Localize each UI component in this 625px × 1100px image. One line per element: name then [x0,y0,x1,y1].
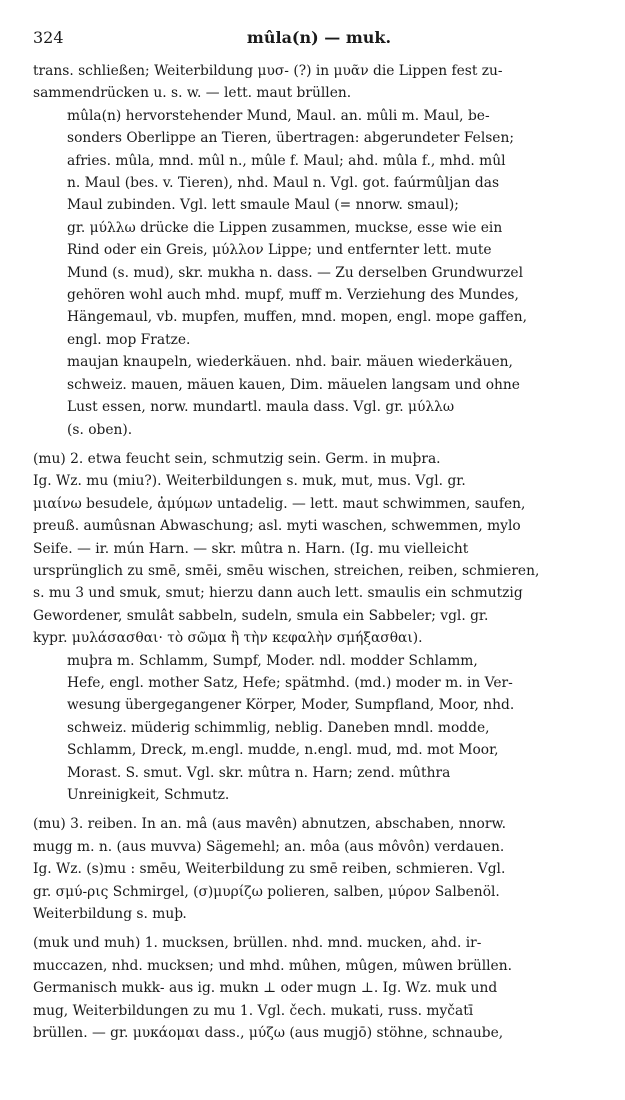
text-line: Morast. S. smut. Vgl. skr. mûtra n. Harn; zend. mûthra [67,764,451,781]
text-line: gr. σμύ-ρις Schmirgel, (σ)μυρίζω polieren, salben, μύρον Salbenöl. [33,883,500,900]
text-line: preuß. aumûsnan Abwaschung; asl. myti waschen, schwemmen, mylo [33,518,521,535]
text-line: gehören wohl auch mhd. mupf, muff m. Verziehung des Mundes, [67,287,519,304]
page-header [33,0,605,60]
text-line: Maul zubinden. Vgl. lett smaule Maul (= nnorw. smaul); [67,197,459,214]
text-line: sammendrücken u. s. w. — lett. maut brüllen. [33,85,352,102]
page-number: 324 [33,28,64,47]
entry-maujan [33,351,605,441]
text-line: Hefe, engl. mother Satz, Hefe; spätmhd. (md.) moder m. in Ver- [67,674,513,691]
text-line: wesung übergegangener Körper, Moder, Sumpfland, Moor, nhd. [67,697,515,714]
text-line: Rind oder ein Greis, μύλλον Lippe; und entfernter lett. mute [67,242,492,259]
text-line: (mu) 2. etwa feucht sein, schmutzig sein. Germ. in muþra. [33,450,441,467]
text-line: Ig. Wz. mu (miu?). Weiterbildungen s. muk, mut, mus. Vgl. gr. [33,473,466,490]
text-line: schweiz. mauen, mäuen kauen, Dim. mäuelen langsam und ohne [67,376,520,393]
text-line: Hängemaul, vb. mupfen, muffen, mnd. mopen, engl. mope gaffen, [67,309,527,326]
text-line: ursprünglich zu smē, smēi, smēu wischen, streichen, reiben, schmieren, [33,562,540,579]
entry-mu-2 [33,448,605,650]
entry-muk-muh [33,932,605,1044]
text-line: Unreinigkeit, Schmutz. [67,787,230,803]
entry-mu-3 [33,813,605,925]
running-head: mûla(n) — muk. [246,28,392,47]
text-line: trans. schließen; Weiterbildung μυσ- (?) in μυᾶν die Lippen fest zu- [33,63,503,79]
text-line: Schlamm, Dreck, m.engl. mudde, n.engl. mud, md. mot Moor, [67,742,499,759]
text-line: s. mu 3 und smuk, smut; hierzu dann auch lett. smaulis ein schmutzig [33,585,523,602]
text-line: kypr. μυλάσασθαι· τὸ σῶμα ἢ τὴν κεφαλὴν σμήξασθαι). [33,630,423,647]
text-line: Ig. Wz. (s)mu : smēu, Weiterbildung zu smē reiben, schmieren. Vgl. [33,861,506,878]
text-line: mûla(n) hervorstehender Mund, Maul. an. mûli m. Maul, be- [67,107,490,124]
text-line: (s. oben). [67,421,133,438]
text-line: (muk und muh) 1. mucksen, brüllen. nhd. mnd. mucken, ahd. ir- [33,935,482,952]
text-line: sonders Oberlippe an Tieren, übertragen: abgerundeter Felsen; [67,130,515,147]
text-line: Mund (s. mud), skr. mukha n. dass. — Zu derselben Grundwurzel [67,264,523,281]
text-line: Germanisch mukk- aus ig. mukn ⊥ oder mugn ⊥. Ig. Wz. muk und [33,980,498,997]
text-line: muccazen, nhd. mucksen; und mhd. mûhen, mûgen, mûwen brüllen. [33,957,512,974]
text-line: Seife. — ir. mún Harn. — skr. mûtra n. Harn. (Ig. mu vielleicht [33,540,469,557]
text-line: afries. mûla, mnd. mûl n., mûle f. Maul; ahd. mûla f., mhd. mûl [67,152,506,169]
text-line: maujan knaupeln, wiederkäuen. nhd. bair. mäuen wiederkäuen, [67,354,513,371]
text-line: Lust essen, norw. mundartl. maula dass. Vgl. gr. μύλλω [67,399,455,416]
text-line: brüllen. — gr. μυκάομαι dass., μύζω (aus mugjō) stöhne, schnaube, [33,1025,504,1042]
entry-mula [33,105,605,351]
text-line: gr. μύλλω drücke die Lippen zusammen, muckse, esse wie ein [67,219,503,236]
text-line: mug, Weiterbildungen zu mu 1. Vgl. čech. mukati, russ. myčatī [33,1002,474,1019]
page-body [33,60,605,1044]
text-line: (mu) 3. reiben. In an. mâ (aus mavên) abnutzen, abschaben, nnorw. [33,816,507,833]
paragraph-continuation [33,60,605,105]
text-line: schweiz. müderig schimmlig, neblig. Daneben mndl. modde, [67,719,490,736]
text-line: engl. mop Fratze. [67,331,191,348]
text-line: Gewordener, smulât sabbeln, sudeln, smula ein Sabbeler; vgl. gr. [33,607,489,624]
entry-muthra [33,650,605,807]
text-line: muþra m. Schlamm, Sumpf, Moder. ndl. modder Schlamm, [67,652,478,669]
text-line: μιαίνω besudele, ἀμύμων untadelig. — lett. maut schwimmen, saufen, [33,495,526,512]
text-line: Weiterbildung s. muþ. [33,906,187,923]
text-line: n. Maul (bes. v. Tieren), nhd. Maul n. Vgl. got. faúrmûljan das [67,175,500,192]
text-line: mugg m. n. (aus muvva) Sägemehl; an. môa (aus môvôn) verdauen. [33,838,505,855]
